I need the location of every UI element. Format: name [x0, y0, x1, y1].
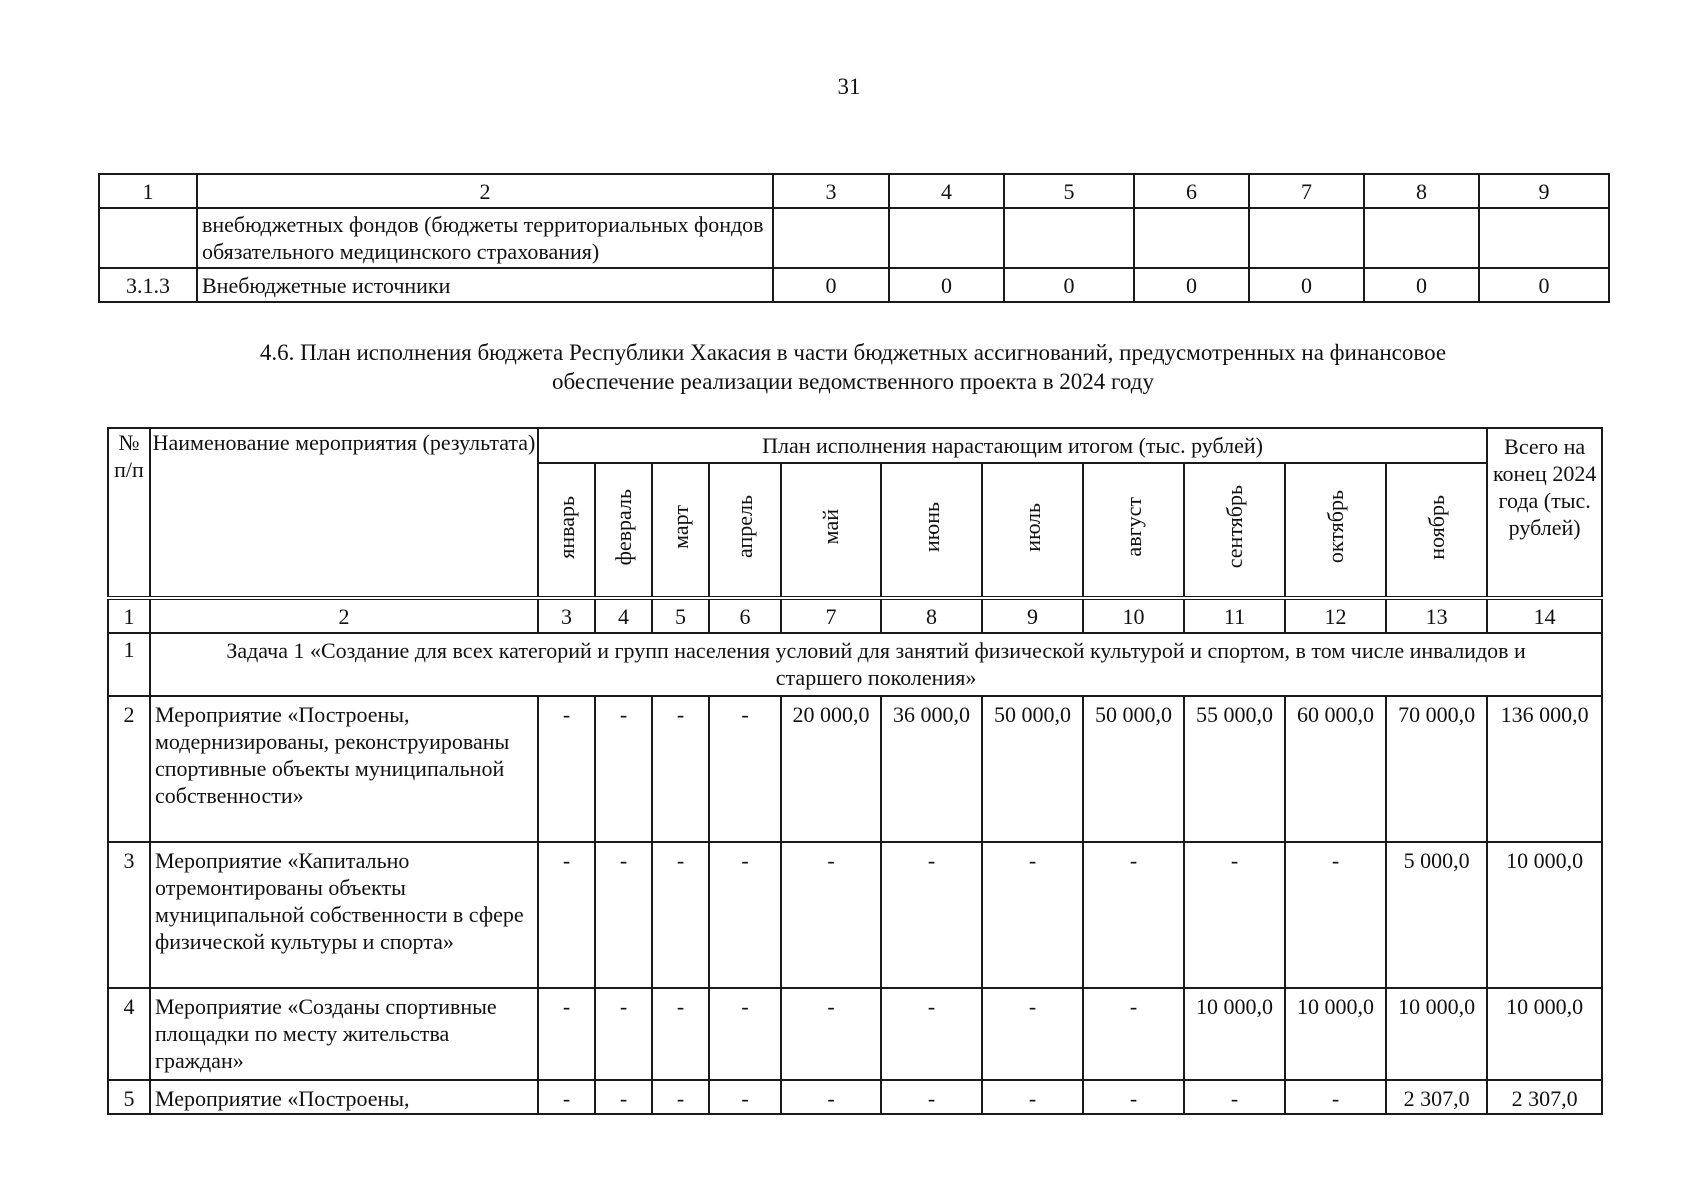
- month-label: июнь: [918, 501, 944, 552]
- value-cell: [1364, 208, 1479, 268]
- column-number: 5: [652, 598, 709, 633]
- value-cell: -: [538, 696, 595, 842]
- month-header: [652, 463, 709, 598]
- table1-header-cell: 8: [1364, 174, 1479, 208]
- month-header: [1285, 463, 1386, 598]
- row-number: 4: [108, 988, 150, 1080]
- value-cell: 70 000,0: [1386, 696, 1487, 842]
- row-number: [99, 208, 197, 268]
- value-cell: -: [982, 1080, 1083, 1114]
- column-number: 13: [1386, 598, 1487, 633]
- column-number: 11: [1184, 598, 1285, 633]
- col-plan-header: План исполнения нарастающим итогом (тыс. рублей): [538, 428, 1487, 463]
- value-cell: 136 000,0: [1487, 696, 1602, 842]
- value-cell: -: [709, 696, 781, 842]
- value-cell: 36 000,0: [881, 696, 982, 842]
- table1-header-cell: 9: [1479, 174, 1609, 208]
- month-header: [982, 463, 1083, 598]
- value-cell: -: [595, 1080, 652, 1114]
- row-name: внебюджетных фондов (бюджеты территориальных фондов обязательного медицинского страхования): [197, 208, 773, 268]
- value-cell: -: [781, 842, 881, 988]
- column-number: 14: [1487, 598, 1602, 633]
- value-cell: [773, 208, 889, 268]
- table-row: [99, 268, 1609, 302]
- month-header: [1386, 463, 1487, 598]
- value-cell: 0: [1004, 268, 1134, 302]
- value-cell: 0: [1249, 268, 1364, 302]
- row-name: Мероприятие «Построены, модернизированы, реконструированы спортивные объекты муниципальной собственности»: [150, 696, 538, 842]
- col-total-header: Всего на конец 2024 года (тыс. рублей): [1487, 428, 1602, 598]
- month-label: апрель: [732, 495, 757, 559]
- value-cell: -: [1083, 842, 1184, 988]
- col-name-header: Наименование мероприятия (результата): [150, 428, 538, 598]
- month-label: сентябрь: [1221, 485, 1247, 569]
- month-label: июль: [1019, 502, 1045, 552]
- month-header: [538, 463, 595, 598]
- column-number: 6: [709, 598, 781, 633]
- value-cell: -: [1083, 1080, 1184, 1114]
- month-header: [595, 463, 652, 598]
- value-cell: 0: [889, 268, 1004, 302]
- value-cell: -: [881, 988, 982, 1080]
- value-cell: 0: [1134, 268, 1249, 302]
- value-cell: -: [709, 1080, 781, 1114]
- column-number: 1: [108, 598, 150, 633]
- row-name: Мероприятие «Капитально отремонтированы объекты муниципальной собственности в сфере физической культуры и спорта»: [150, 842, 538, 988]
- month-header: [1083, 463, 1184, 598]
- value-cell: -: [709, 842, 781, 988]
- value-cell: -: [538, 842, 595, 988]
- value-cell: -: [652, 1080, 709, 1114]
- row-name: Внебюджетные источники: [197, 268, 773, 302]
- table1-header-cell: 1: [99, 174, 197, 208]
- month-label: август: [1120, 497, 1146, 557]
- value-cell: [1249, 208, 1364, 268]
- continuation-table: [98, 173, 1610, 303]
- month-label: январь: [553, 495, 579, 559]
- value-cell: -: [781, 988, 881, 1080]
- value-cell: -: [1184, 842, 1285, 988]
- column-number: 9: [982, 598, 1083, 633]
- table1-header-cell: 5: [1004, 174, 1134, 208]
- value-cell: -: [538, 1080, 595, 1114]
- value-cell: 10 000,0: [1487, 988, 1602, 1080]
- budget-plan-table: [107, 427, 1603, 1115]
- column-number: 8: [881, 598, 982, 633]
- value-cell: 0: [1364, 268, 1479, 302]
- value-cell: -: [1285, 1080, 1386, 1114]
- value-cell: -: [595, 988, 652, 1080]
- value-cell: 60 000,0: [1285, 696, 1386, 842]
- table1-header-cell: 7: [1249, 174, 1364, 208]
- value-cell: -: [982, 842, 1083, 988]
- value-cell: 5 000,0: [1386, 842, 1487, 988]
- value-cell: 10 000,0: [1386, 988, 1487, 1080]
- table-row: [108, 842, 1602, 988]
- month-header: [709, 463, 781, 598]
- row-number: 1: [108, 633, 150, 696]
- column-number: 7: [781, 598, 881, 633]
- value-cell: 10 000,0: [1487, 842, 1602, 988]
- value-cell: -: [881, 1080, 982, 1114]
- month-label: май: [818, 509, 843, 545]
- row-name: Мероприятие «Созданы спортивные площадки по месту жительства граждан»: [150, 988, 538, 1080]
- table1-header-cell: 2: [197, 174, 773, 208]
- table-row: [108, 696, 1602, 842]
- table-row: [99, 208, 1609, 268]
- table-row: [108, 1080, 1602, 1114]
- value-cell: -: [652, 988, 709, 1080]
- row-number: 3.1.3: [99, 268, 197, 302]
- value-cell: -: [1184, 1080, 1285, 1114]
- value-cell: 50 000,0: [1083, 696, 1184, 842]
- value-cell: -: [1083, 988, 1184, 1080]
- column-numbers-row: [108, 598, 1602, 633]
- month-header: [1184, 463, 1285, 598]
- value-cell: -: [538, 988, 595, 1080]
- col-no-header: № п/п: [108, 428, 150, 598]
- month-header: [881, 463, 982, 598]
- value-cell: 2 307,0: [1487, 1080, 1602, 1114]
- table1-header-cell: 4: [889, 174, 1004, 208]
- table2-header-row: [108, 428, 1602, 463]
- value-cell: -: [595, 842, 652, 988]
- value-cell: 10 000,0: [1184, 988, 1285, 1080]
- row-number: 2: [108, 696, 150, 842]
- value-cell: [889, 208, 1004, 268]
- value-cell: -: [595, 696, 652, 842]
- value-cell: 20 000,0: [781, 696, 881, 842]
- section-title-line: обеспечение реализации ведомственного проекта в 2024 году: [552, 369, 1154, 394]
- column-number: 3: [538, 598, 595, 633]
- value-cell: 50 000,0: [982, 696, 1083, 842]
- value-cell: 0: [773, 268, 889, 302]
- task-title: Задача 1 «Создание для всех категорий и групп населения условий для занятий физической культурой и спортом, в том числе инвалидов и старшего поколения»: [150, 633, 1602, 696]
- column-number: 12: [1285, 598, 1386, 633]
- table1-header-cell: 6: [1134, 174, 1249, 208]
- value-cell: -: [1285, 842, 1386, 988]
- value-cell: -: [781, 1080, 881, 1114]
- month-label: февраль: [610, 488, 636, 566]
- month-header: [781, 463, 881, 598]
- row-name: Мероприятие «Построены,: [150, 1080, 538, 1114]
- value-cell: -: [652, 842, 709, 988]
- column-number: 4: [595, 598, 652, 633]
- column-number: 10: [1083, 598, 1184, 633]
- value-cell: [1134, 208, 1249, 268]
- value-cell: [1004, 208, 1134, 268]
- row-number: 5: [108, 1080, 150, 1114]
- section-title-line: 4.6. План исполнения бюджета Республики Хакасия в части бюджетных ассигнований, предусмотренных на финансовое: [259, 340, 1447, 365]
- value-cell: [1479, 208, 1609, 268]
- value-cell: -: [982, 988, 1083, 1080]
- value-cell: -: [881, 842, 982, 988]
- month-label: март: [667, 505, 693, 549]
- page-number: 31: [837, 74, 861, 99]
- table1-header-row: [99, 174, 1609, 208]
- value-cell: 0: [1479, 268, 1609, 302]
- task-row: [108, 633, 1602, 696]
- value-cell: 55 000,0: [1184, 696, 1285, 842]
- month-label: октябрь: [1322, 490, 1348, 564]
- column-number: 2: [150, 598, 538, 633]
- table1-header-cell: 3: [773, 174, 889, 208]
- month-label: ноябрь: [1423, 494, 1449, 560]
- value-cell: -: [652, 696, 709, 842]
- table-row: [108, 988, 1602, 1080]
- row-number: 3: [108, 842, 150, 988]
- section-title: [98, 338, 1608, 396]
- value-cell: -: [709, 988, 781, 1080]
- value-cell: 10 000,0: [1285, 988, 1386, 1080]
- value-cell: 2 307,0: [1386, 1080, 1487, 1114]
